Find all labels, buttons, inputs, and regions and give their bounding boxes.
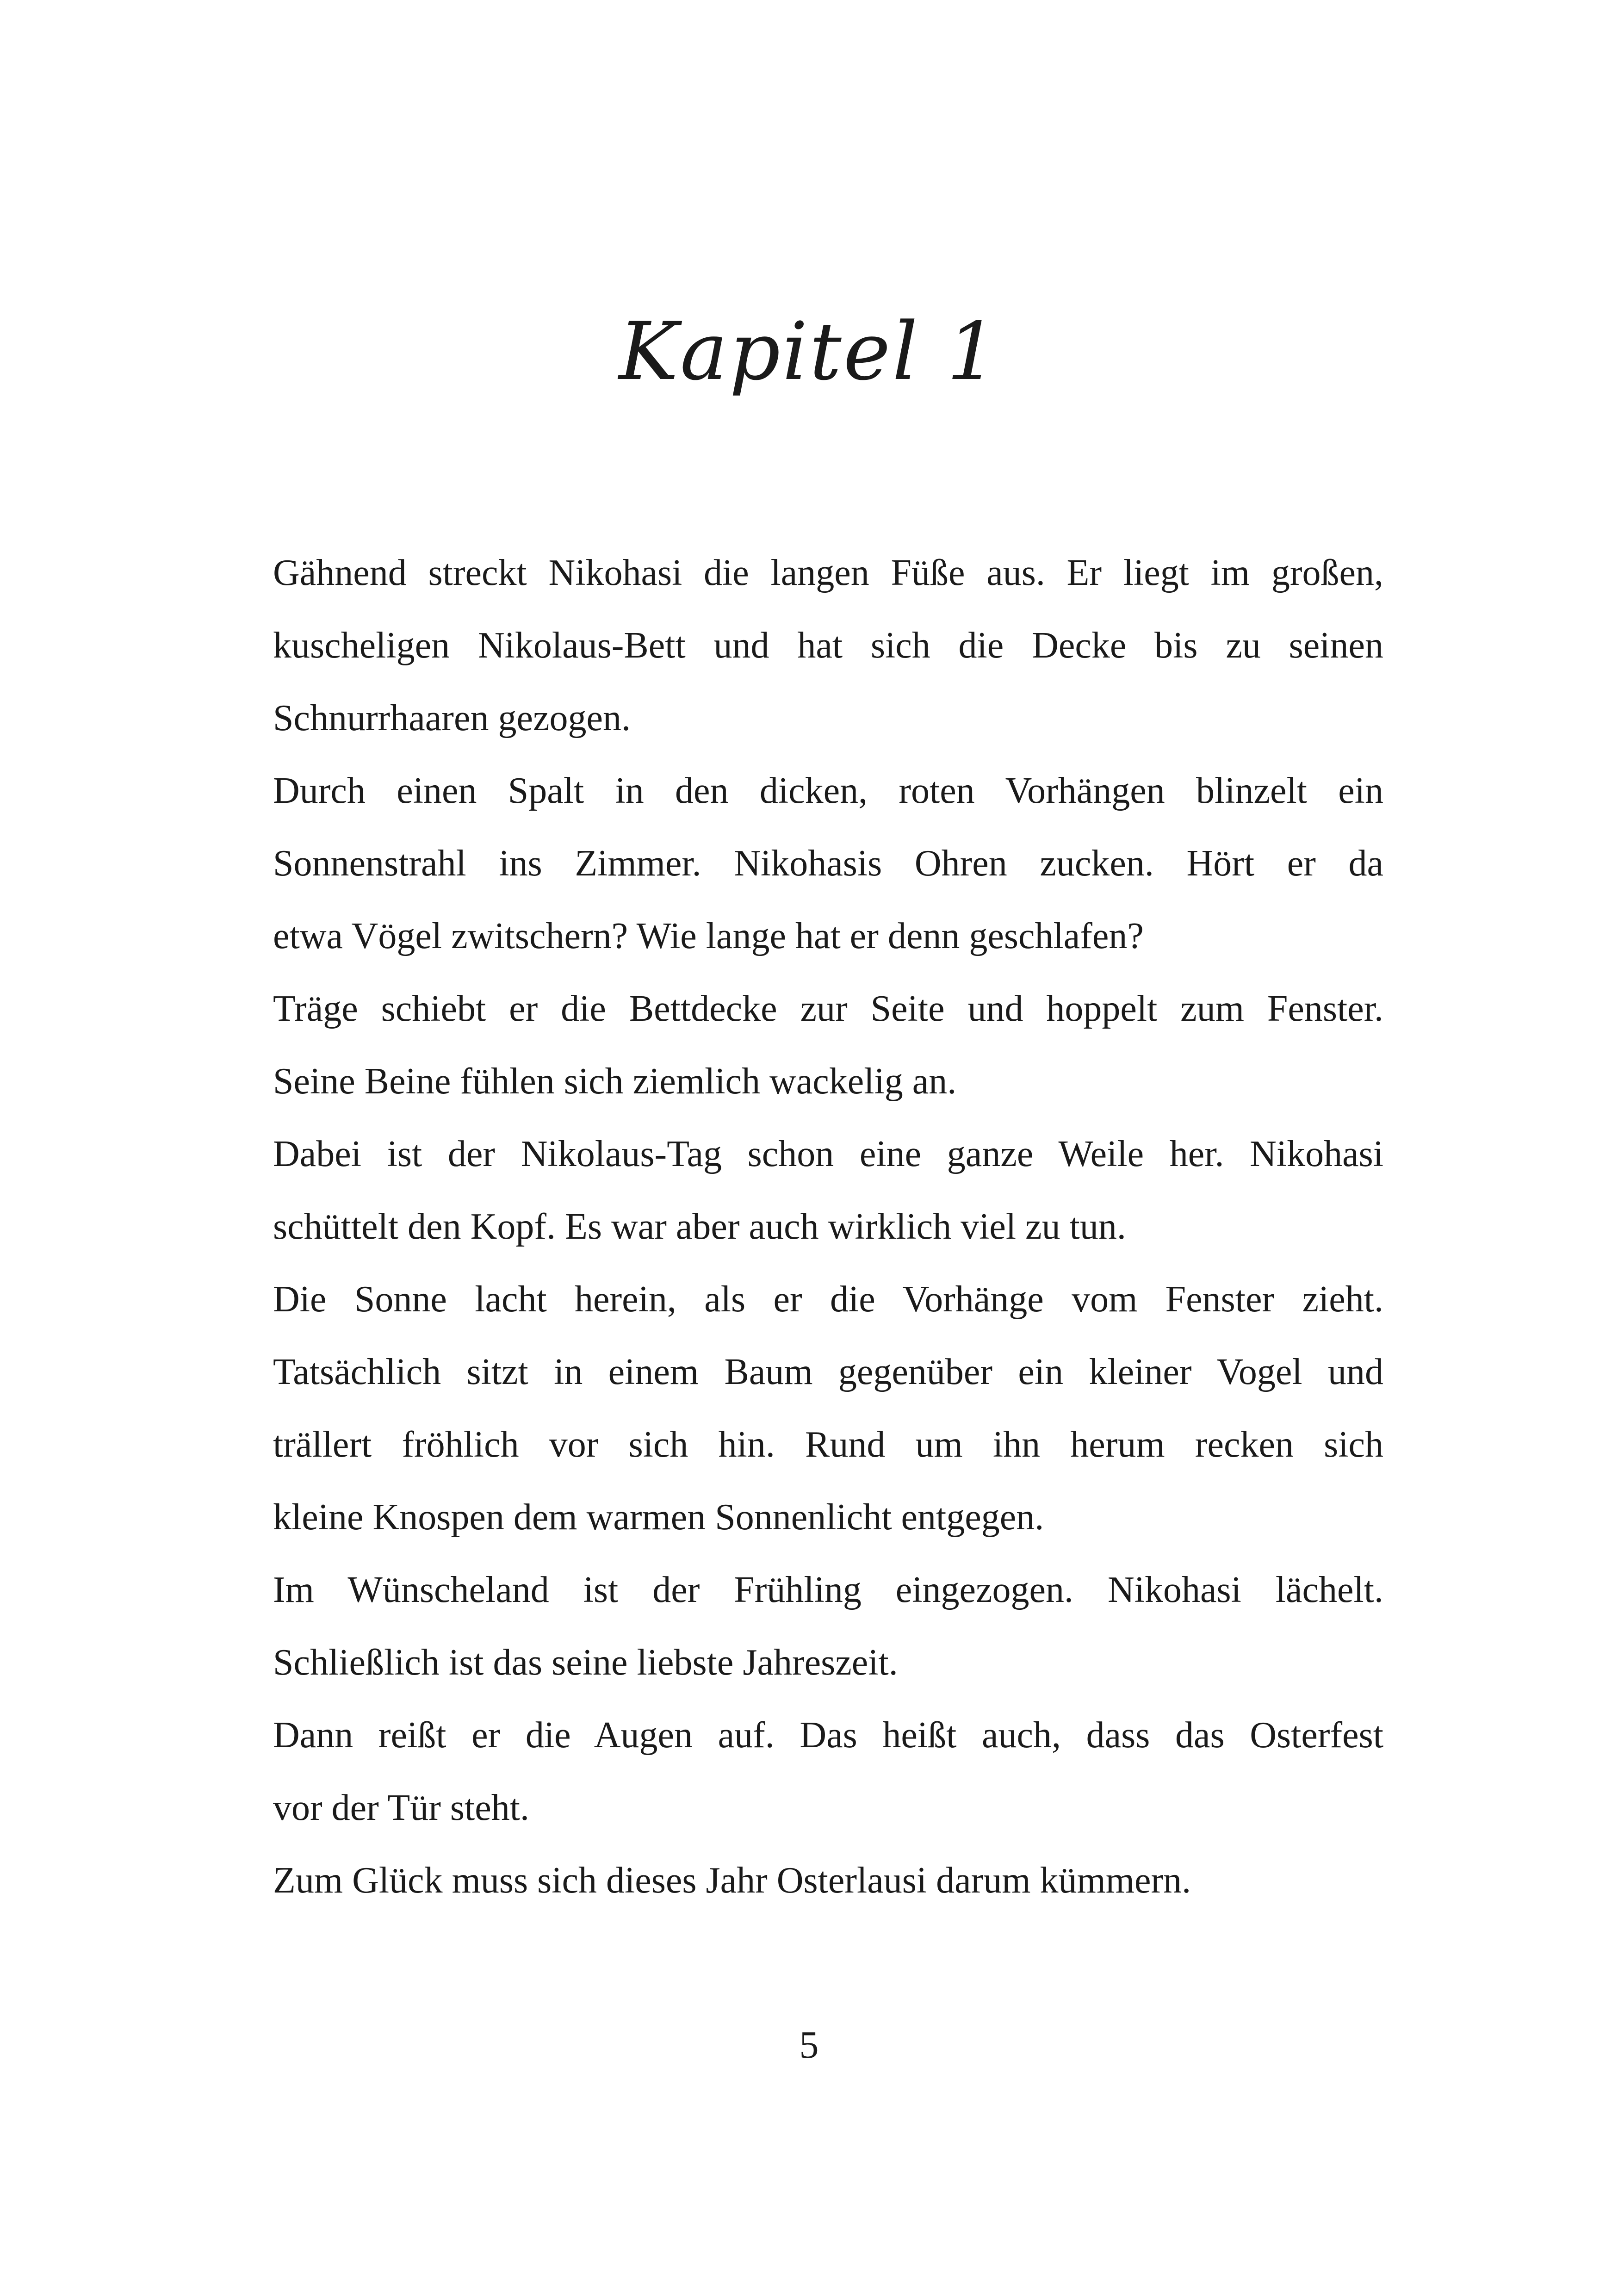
text-line: Sonnenstrahl ins Zimmer. Nikohasis Ohren zucken. Hört er da [273,843,1383,884]
text-line: Schließlich ist das seine liebste Jahreszeit. [273,1642,898,1683]
text-line: Durch einen Spalt in den dicken, roten Vorhängen blinzelt ein [273,770,1383,811]
text-line: Im Wünscheland ist der Frühling eingezogen. Nikohasi lächelt. [273,1570,1383,1610]
text-line: Dabei ist der Nikolaus-Tag schon eine ganze Weile her. Nikohasi [273,1134,1383,1174]
text-line: kleine Knospen dem warmen Sonnenlicht entgegen. [273,1497,1044,1538]
text-line: Zum Glück muss sich dieses Jahr Osterlausi darum kümmern. [273,1860,1191,1901]
text-line: Die Sonne lacht herein, als er die Vorhänge vom Fenster zieht. [273,1279,1383,1320]
text-line: Schnurrhaaren gezogen. [273,698,631,738]
text-line: etwa Vögel zwitschern? Wie lange hat er denn geschlafen? [273,916,1144,956]
text-line: Träge schiebt er die Bettdecke zur Seite und hoppelt zum Fenster. [273,988,1383,1029]
text-line: Seine Beine fühlen sich ziemlich wackelig an. [273,1061,957,1102]
text-line: kuscheligen Nikolaus-Bett und hat sich die Decke bis zu seinen [273,625,1383,666]
text-line: trällert fröhlich vor sich hin. Rund um ihn herum recken sich [273,1424,1383,1465]
text-line: vor der Tür steht. [273,1787,529,1828]
body-text [273,537,1383,1917]
page-number: 5 [799,2023,819,2066]
text-line: Tatsächlich sitzt in einem Baum gegenüber ein kleiner Vogel und [273,1352,1383,1392]
text-line: schüttelt den Kopf. Es war aber auch wirklich viel zu tun. [273,1206,1126,1247]
chapter-title: Kapitel 1 [619,305,999,398]
text-line: Gähnend streckt Nikohasi die langen Füße aus. Er liegt im großen, [273,552,1383,593]
text-line: Dann reißt er die Augen auf. Das heißt auch, dass das Osterfest [273,1715,1383,1756]
